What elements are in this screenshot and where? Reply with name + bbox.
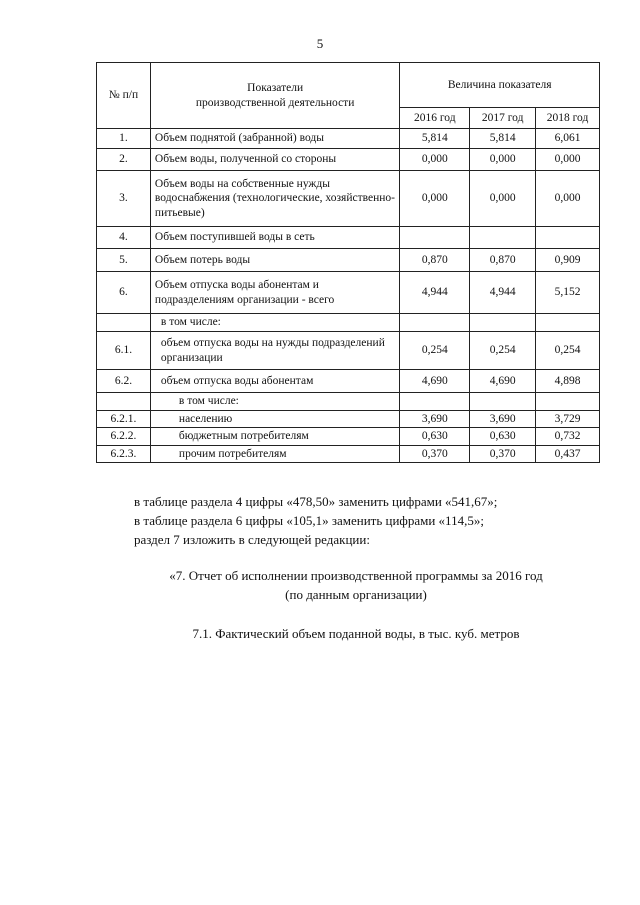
row-name: Объем отпуска воды абонентам и подразделениям организации - всего [150,272,399,314]
row-num: 5. [97,249,151,272]
paragraph: раздел 7 изложить в следующей редакции: [134,531,370,547]
row-name: прочим потребителям [150,445,399,462]
row-name: Объем воды, полученной со стороны [150,149,399,171]
row-value: 0,732 [536,428,600,445]
row-name: объем отпуска воды абонентам [150,370,399,393]
row-value: 3,729 [536,411,600,428]
row-value: 3,690 [470,411,536,428]
row-value: 5,814 [470,129,536,149]
row-value: 0,870 [470,249,536,272]
row-name: Объем воды на собственные нужды водоснабжения (технологические, хозяйственно-питьевые) [150,171,399,227]
row-value: 0,630 [470,428,536,445]
row-name: бюджетным потребителям [150,428,399,445]
table-row [97,171,600,227]
row-value: 0,437 [536,445,600,462]
row-value: 0,000 [536,171,600,227]
row-num: 3. [97,171,151,227]
row-num: 6.2.3. [97,445,151,462]
row-value: 4,944 [400,272,470,314]
row-value [470,314,536,332]
row-num: 6.1. [97,332,151,370]
amendment-paragraphs [134,493,604,550]
row-num: 6. [97,272,151,314]
row-num: 1. [97,129,151,149]
header-name-line2: производственной деятельности [195,96,355,109]
row-value: 0,000 [400,149,470,171]
table-row [97,332,600,370]
row-name: в том числе: [150,314,399,332]
row-value: 0,870 [400,249,470,272]
table-row [97,227,600,249]
table-row [97,272,600,314]
header-name-line1: Показатели [247,82,304,95]
table-row [97,445,600,462]
row-value: 0,909 [536,249,600,272]
row-value: 3,690 [400,411,470,428]
table-row [97,411,600,428]
section-title [96,567,616,605]
row-value: 4,944 [470,272,536,314]
table-row [97,314,600,332]
table-row [97,129,600,149]
header-year: 2018 год [536,108,600,129]
header-num: № п/п [97,63,151,129]
row-value: 0,000 [536,149,600,171]
row-value: 0,000 [470,149,536,171]
indicators-table [96,62,600,463]
row-name: Объем поднятой (забранной) воды [150,129,399,149]
row-name: объем отпуска воды на нужды подразделений организации [150,332,399,370]
page-number: 5 [316,36,324,51]
row-value [400,393,470,411]
row-value: 0,370 [470,445,536,462]
row-value: 0,000 [470,171,536,227]
row-value: 5,814 [400,129,470,149]
row-value: 4,690 [470,370,536,393]
row-value [536,314,600,332]
row-value: 5,152 [536,272,600,314]
header-year: 2016 год [400,108,470,129]
row-value: 0,254 [400,332,470,370]
row-value: 0,254 [470,332,536,370]
table-row [97,149,600,171]
row-value [470,393,536,411]
row-value [470,227,536,249]
table-header-row [97,63,600,108]
header-group: Величина показателя [400,63,600,108]
header-year: 2017 год [470,108,536,129]
header-name [150,63,399,129]
row-value [536,227,600,249]
row-value: 0,630 [400,428,470,445]
row-value: 6,061 [536,129,600,149]
row-value [536,393,600,411]
row-num [97,393,151,411]
table-row [97,393,600,411]
subsection-title: 7.1. Фактический объем поданной воды, в тыс. куб. метров [192,626,520,641]
row-value: 4,690 [400,370,470,393]
row-value: 0,370 [400,445,470,462]
row-num: 4. [97,227,151,249]
section-title-line2: (по данным организации) [285,586,427,602]
row-value: 0,254 [536,332,600,370]
row-name: в том числе: [150,393,399,411]
row-num: 6.2.1. [97,411,151,428]
table-row [97,428,600,445]
row-value: 0,000 [400,171,470,227]
section-title-line1: «7. Отчет об исполнении производственной программы за 2016 год [169,568,543,583]
row-num: 2. [97,149,151,171]
table-row [97,249,600,272]
row-num [97,314,151,332]
row-name: населению [150,411,399,428]
row-num: 6.2.2. [97,428,151,445]
row-value [400,314,470,332]
row-value: 4,898 [536,370,600,393]
row-name: Объем потерь воды [150,249,399,272]
row-value [400,227,470,249]
row-num: 6.2. [97,370,151,393]
row-name: Объем поступившей воды в сеть [150,227,399,249]
paragraph: в таблице раздела 6 цифры «105,1» заменить цифрами «114,5»; [134,512,484,528]
paragraph: в таблице раздела 4 цифры «478,50» заменить цифрами «541,67»; [134,494,498,509]
table-row [97,370,600,393]
